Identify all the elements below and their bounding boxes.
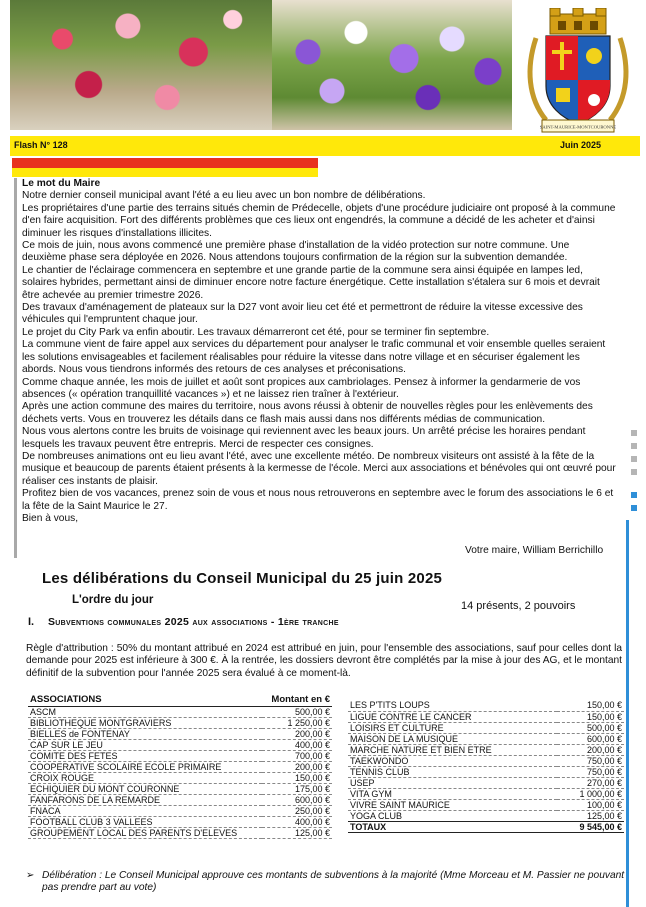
subsidy-table-right <box>348 700 624 833</box>
table-row <box>348 788 624 799</box>
subsidy-amount: 125,00 € <box>557 810 624 821</box>
table-row <box>348 755 624 766</box>
subsidy-amount: 200,00 € <box>262 761 332 772</box>
header-photo-flowers-pink <box>10 0 272 130</box>
editorial-paragraph: Nous vous alertons contre les bruits de voisinage qui reviennent avec les beaux jours. Un arrêté précise les horaires pendant lesquels les travaux peuvent être entrepris. Merci de respecter ces consignes. <box>22 426 586 450</box>
attribution-rule: Règle d'attribution : 50% du montant attribué en 2024 est attribué en juin, pour l'ensemble des associations, sauf pour celles dont la demande pour 2025 est inférieure à 300 €. À la rentrée, les dossiers devront être complétés par la mise à jour des AG, et le montant définitif de la subvention pour l'année 2025 sera évalué à ce moment-là. <box>26 643 622 679</box>
association-name: ECHIQUIER DU MONT COURONNE <box>28 783 262 794</box>
table-row <box>28 827 332 838</box>
editorial-paragraph: Notre dernier conseil municipal avant l'été a eu lieu avec un bon nombre de délibérations. <box>22 190 426 202</box>
association-name: FNACA <box>28 805 262 816</box>
totals-label: TOTAUX <box>348 821 557 832</box>
arrow-bullet-icon: ➢ <box>26 870 35 881</box>
editorial-paragraph: Des travaux d'aménagement de plateaux sur la D27 vont avoir lieu cet été et permettront de réduire la vitesse excessive des véhicules qui l'empruntent chaque jour. <box>22 302 583 326</box>
crest-banner-text: SAINT-MAURICE-MONTCOURONNE <box>539 124 617 130</box>
association-name: CROIX ROUGE <box>28 772 262 783</box>
table-row <box>28 728 332 739</box>
table-row <box>28 816 332 827</box>
red-accent-bar <box>12 158 318 168</box>
decision-label: Délibération <box>42 870 97 881</box>
association-name: MAISON DE LA MUSIQUE <box>348 733 557 744</box>
association-name: BIBLIOTHEQUE MONTGRAVIERS <box>28 717 262 728</box>
table-row <box>28 783 332 794</box>
association-name: LES P'TITS LOUPS <box>348 700 557 711</box>
column-header-associations: ASSOCIATIONS <box>28 695 262 706</box>
table-row <box>28 739 332 750</box>
decor-square <box>631 469 637 475</box>
subsidy-amount: 125,00 € <box>262 827 332 838</box>
subsidy-amount: 175,00 € <box>262 783 332 794</box>
table-row <box>28 805 332 816</box>
yellow-accent-bar <box>12 168 318 177</box>
left-rail <box>14 178 17 558</box>
editorial-paragraph: Le chantier de l'éclairage commencera en septembre et une grande partie de la commune sera ainsi équipée en lampes led, solaires hybrides, permettant ainsi de diminuer encore notre facture énergétique. Cette installation s'étalera sur 6 mois et devrait être achevée au premier trimestre 2026. <box>22 264 600 301</box>
deliberation-decision <box>26 870 626 895</box>
decor-square <box>631 430 637 436</box>
association-name: FOOTBALL CLUB 3 VALLEES <box>28 816 262 827</box>
mayor-editorial <box>22 178 616 525</box>
table-row <box>348 733 624 744</box>
subsidy-amount: 600,00 € <box>557 733 624 744</box>
subsidy-amount: 150,00 € <box>557 700 624 711</box>
subsidy-amount: 200,00 € <box>557 744 624 755</box>
agenda-heading: L'ordre du jour <box>72 594 154 606</box>
section-title: Subventions communales 2025 aux associations - 1ère tranche <box>48 616 339 628</box>
editorial-paragraph: Après une action commune des maires du territoire, nous avons réussi à obtenir de nouvelles règles pour les enlèvements des déchets verts. Vous en trouverez les détails dans ce flash mais aussi dans nos différents médias de communication. <box>22 401 593 425</box>
subsidy-table-left <box>28 695 332 839</box>
editorial-paragraph: Les propriétaires d'une partie des terrains situés chemin de Prédecelle, objets d'une procédure judiciaire ont proposé à la commune d'en faire acquisition. Fort des différents problèmes que ces lieux ont engendrés, la commune a décidé de les acheter et d'ainsi diminuer les risques d'installations illicites. <box>22 202 616 239</box>
association-name: CAP SUR LE JEU <box>28 739 262 750</box>
column-header-amount: Montant en € <box>262 695 332 706</box>
association-name: TENNIS CLUB <box>348 766 557 777</box>
table-row <box>348 700 624 711</box>
table-row <box>348 711 624 722</box>
table-row <box>348 799 624 810</box>
table-row <box>28 750 332 761</box>
table-header-row <box>28 695 332 706</box>
table-row <box>348 766 624 777</box>
subsidy-amount: 500,00 € <box>557 722 624 733</box>
association-name: VITA GYM <box>348 788 557 799</box>
editorial-paragraph: Ce mois de juin, nous avons commencé une première phase d'installation de la vidéo protection sur notre commune. Une deuxième phase sera déployée en 2026. Nous attendons toujours confirmation de la région sur la subvention demandée. <box>22 240 570 264</box>
subsidy-amount: 750,00 € <box>557 766 624 777</box>
subsidy-amount: 1 250,00 € <box>262 717 332 728</box>
town-crest-logo <box>522 8 634 136</box>
table-row <box>348 744 624 755</box>
deliberations-title: Les délibérations du Conseil Municipal du 25 juin 2025 <box>42 570 443 587</box>
editorial-paragraph: Comme chaque année, les mois de juillet et août sont propices aux cambriolages. Pensez à informer la gendarmerie de vos absences (« opération tranquillité vacances ») et ne laissez rien traîner à l'extérieur. <box>22 376 581 400</box>
association-name: TAEKWONDO <box>348 755 557 766</box>
association-name: ASCM <box>28 706 262 717</box>
section-number: I. <box>28 616 35 628</box>
association-name: COOPERATIVE SCOLAIRE ECOLE PRIMAIRE <box>28 761 262 772</box>
subsidy-amount: 750,00 € <box>557 755 624 766</box>
editorial-heading: Le mot du Maire <box>22 178 101 189</box>
association-name: COMITE DES FETES <box>28 750 262 761</box>
association-name: BIELLES de FONTENAY <box>28 728 262 739</box>
subsidy-amount: 1 000,00 € <box>557 788 624 799</box>
table-row <box>28 717 332 728</box>
editorial-paragraph: La commune vient de faire appel aux services du département pour analyser le trafic communal et voir ensemble quelles seraient les solutions envisageables et facilement réalisables pour réduire la vitesse dans notre village et en sécuriser également les abords. Nous vous tiendrons informés des retours de ces analyses et préconisations. <box>22 339 606 376</box>
totals-amount: 9 545,00 € <box>557 821 624 832</box>
editorial-paragraph: Le projet du City Park va enfin aboutir. Les travaux démarreront cet été, pour se terminer fin septembre. <box>22 326 490 338</box>
header-photo-flowers-purple <box>272 0 512 130</box>
table-row <box>28 772 332 783</box>
table-row <box>348 722 624 733</box>
association-name: USEP <box>348 777 557 788</box>
association-name: GROUPEMENT LOCAL DES PARENTS D'ELEVES <box>28 827 262 838</box>
table-row <box>348 810 624 821</box>
decor-square <box>631 492 637 498</box>
mayor-signature: Votre maire, William Berrichillo <box>465 545 604 556</box>
association-name: FANFARONS DE LA REMARDE <box>28 794 262 805</box>
subsidy-amount: 150,00 € <box>262 772 332 783</box>
association-name: LOISIRS ET CULTURE <box>348 722 557 733</box>
decor-square <box>631 443 637 449</box>
editorial-paragraph: Bien à vous, <box>22 512 79 524</box>
totals-row <box>348 821 624 832</box>
subsidy-amount: 270,00 € <box>557 777 624 788</box>
table-row <box>28 761 332 772</box>
table-row <box>28 794 332 805</box>
subsidy-amount: 400,00 € <box>262 816 332 827</box>
subsidy-amount: 100,00 € <box>557 799 624 810</box>
flash-number: Flash N° 128 <box>14 140 68 150</box>
subsidy-amount: 700,00 € <box>262 750 332 761</box>
decor-square <box>631 505 637 511</box>
subsidy-amount: 600,00 € <box>262 794 332 805</box>
editorial-paragraph: Profitez bien de vos vacances, prenez soin de vous et nous nous retrouverons en septembre avec le forum des associations le 6 et la fête de la Saint Maurice le 27. <box>22 488 614 512</box>
subsidy-amount: 500,00 € <box>262 706 332 717</box>
association-name: YOGA CLUB <box>348 810 557 821</box>
table-row <box>348 777 624 788</box>
attendance: 14 présents, 2 pouvoirs <box>461 600 576 612</box>
subsidy-amount: 150,00 € <box>557 711 624 722</box>
subsidy-amount: 400,00 € <box>262 739 332 750</box>
editorial-paragraph: De nombreuses animations ont eu lieu avant l'été, avec une excellente météo. De nombreux visiteurs ont assisté à la fête de la musique et beaucoup de parents étaient présents à la kermesse de l'école. Merci aux associations et bénévoles qui ont œuvré pour réaliser ces instants de plaisir. <box>22 450 616 487</box>
subsidy-amount: 200,00 € <box>262 728 332 739</box>
association-name: MARCHE NATURE ET BIEN ETRE <box>348 744 557 755</box>
table-row <box>28 706 332 717</box>
decor-square <box>631 456 637 462</box>
association-name: LIGUE CONTRE LE CANCER <box>348 711 557 722</box>
right-rail <box>626 520 629 907</box>
decision-text: : Le Conseil Municipal approuve ces montants de subventions à la majorité (Mme Morceau et M. Passier ne pouvant pas prendre part au vote) <box>42 870 625 894</box>
association-name: VIVRE SAINT MAURICE <box>348 799 557 810</box>
issue-date: Juin 2025 <box>560 140 602 150</box>
subsidy-amount: 250,00 € <box>262 805 332 816</box>
flash-bar <box>10 136 640 156</box>
